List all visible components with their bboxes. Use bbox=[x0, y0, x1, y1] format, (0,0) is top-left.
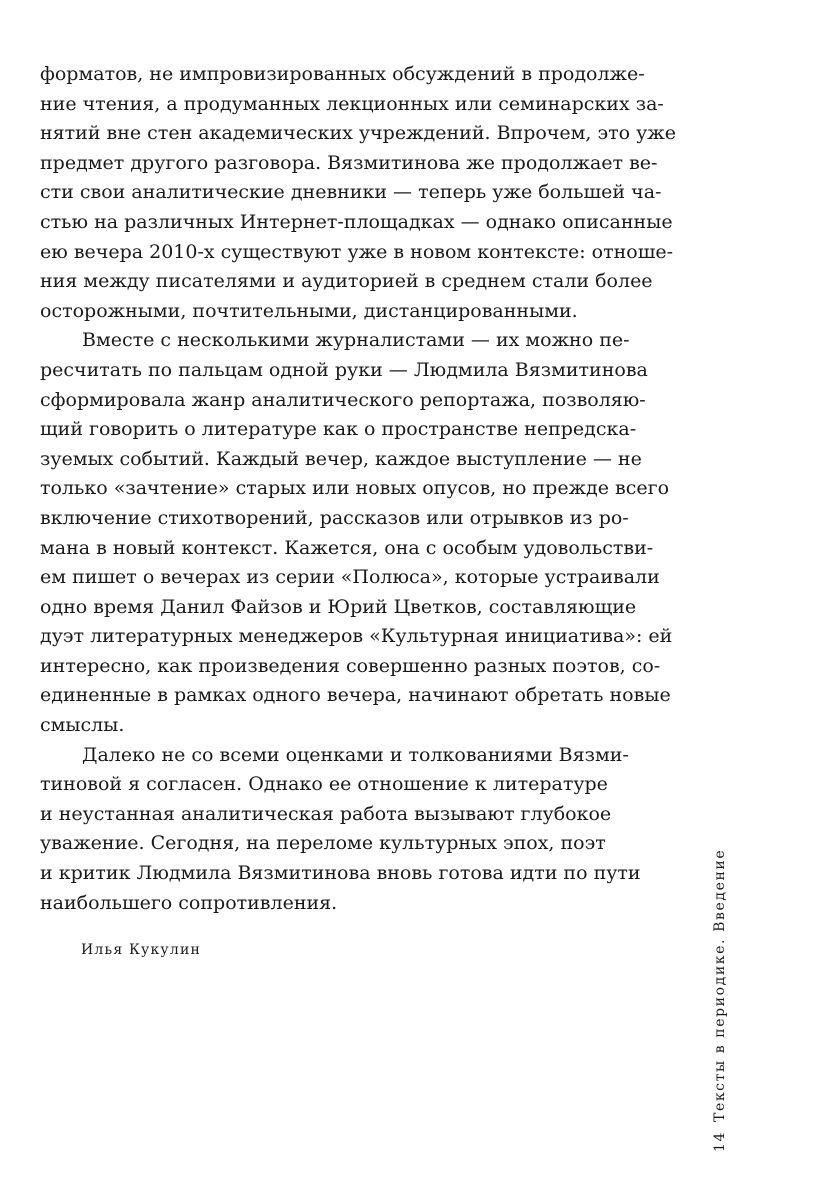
text-line: включение стихотворений, рассказов или отрывков из ро- bbox=[40, 506, 629, 529]
text-line: зуемых событий. Каждый вечер, каждое выступление — не bbox=[40, 447, 642, 470]
text-line: осторожными, почтительными, дистанцированными. bbox=[40, 299, 578, 322]
text-line: ресчитать по пальцам одной руки — Людмила Вязмитинова bbox=[40, 358, 648, 381]
body-text bbox=[40, 60, 680, 918]
text-line: только «зачтение» старых или новых опусов, но прежде всего bbox=[40, 477, 670, 500]
text-line: единенные в рамках одного вечера, начинают обретать новые bbox=[40, 684, 671, 707]
text-line: сти свои аналитические дневники — теперь уже большей ча- bbox=[40, 181, 662, 204]
text-line: нятий вне стен академических учреждений. Впрочем, это уже bbox=[40, 122, 676, 145]
text-line: стью на различных Интернет-площадках — однако описанные bbox=[40, 210, 673, 233]
text-line: тиновой я согласен. Однако ее отношение к литературе bbox=[40, 773, 608, 796]
text-line: уважение. Сегодня, на переломе культурных эпох, поэт bbox=[40, 832, 606, 855]
text-line: ею вечера 2010-х существуют уже в новом контексте: отноше- bbox=[40, 240, 674, 263]
text-line: и неустанная аналитическая работа вызывают глубокое bbox=[40, 802, 612, 825]
page-number: 14 bbox=[712, 1130, 728, 1152]
text-line: ния между писателями и аудиторией в среднем стали более bbox=[40, 270, 653, 293]
text-line: Вместе с несколькими журналистами — их можно пе- bbox=[82, 329, 630, 352]
text-line: форматов, не импровизированных обсуждений в продолже- bbox=[40, 63, 645, 85]
text-line: смыслы. bbox=[40, 714, 125, 737]
text-line: дуэт литературных менеджеров «Культурная инициатива»: ей bbox=[40, 625, 673, 648]
text-line: одно время Данил Файзов и Юрий Цветков, составляющие bbox=[40, 595, 637, 618]
text-line: мана в новый контекст. Кажется, она с особым удовольстви- bbox=[40, 536, 654, 559]
text-line: и критик Людмила Вязмитинова вновь готова идти по пути bbox=[40, 862, 641, 885]
running-head: Тексты в периодике. Введение bbox=[712, 848, 728, 1122]
text-line: интересно, как произведения совершенно разных поэтов, со- bbox=[40, 654, 661, 677]
text-line: Далеко не со всеми оценками и толкованиями Вязми- bbox=[82, 743, 629, 766]
text-line: предмет другого разговора. Вязмитинова же продолжает ве- bbox=[40, 151, 658, 174]
text-line: щий говорить о литературе как о пространстве непредска- bbox=[40, 418, 637, 441]
text-line: сформировала жанр аналитического репортажа, позволяю- bbox=[40, 388, 646, 411]
author-signature: Илья Кукулин bbox=[81, 942, 202, 958]
text-line: ние чтения, а продуманных лекционных или семинарских за- bbox=[40, 92, 664, 115]
text-line: ем пишет о вечерах из серии «Полюса», которые устраивали bbox=[40, 566, 660, 589]
text-line: наибольшего сопротивления. bbox=[40, 891, 338, 914]
